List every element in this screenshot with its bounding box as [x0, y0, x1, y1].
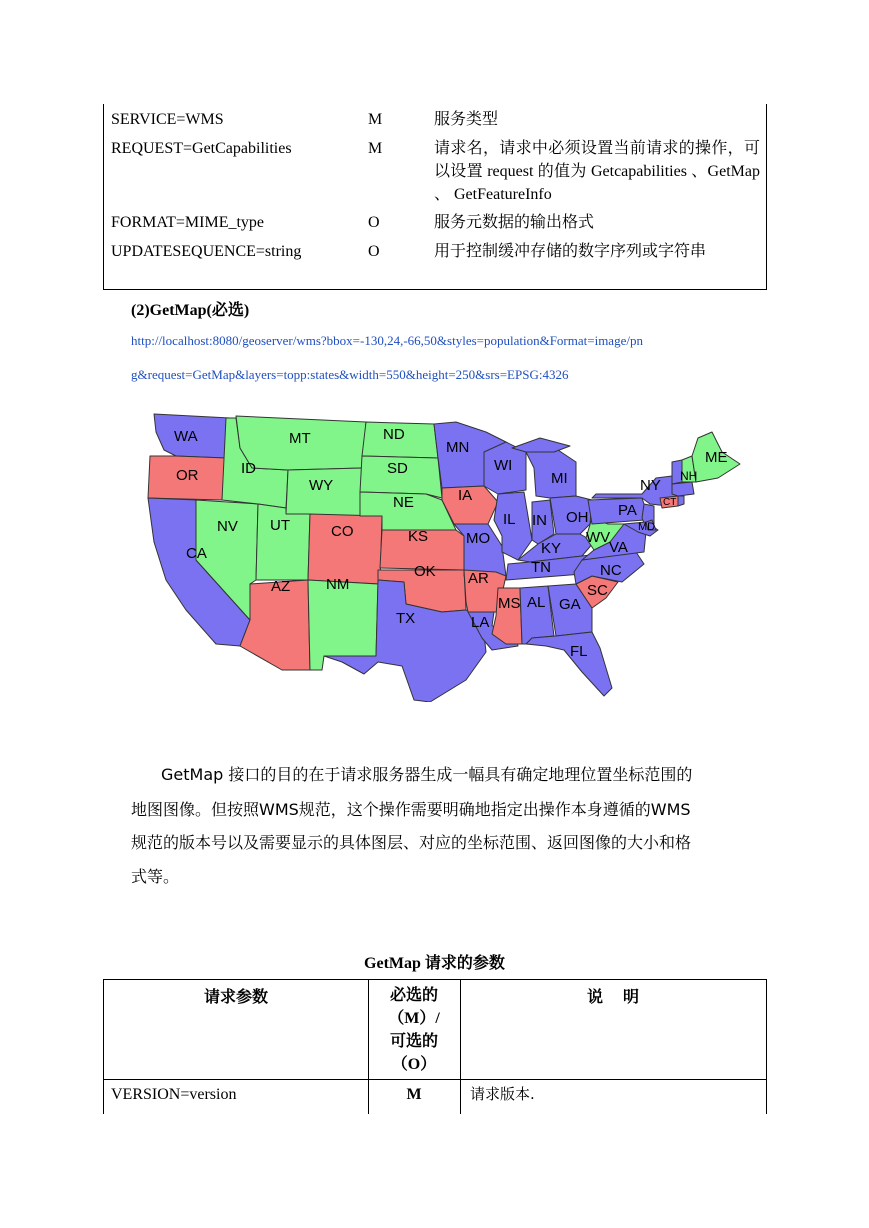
- label-sc: SC: [587, 582, 608, 599]
- paragraph-line-2: 地图图像。但按照WMS规范，这个操作需要明确地指定出操作本身遵循的WMS: [131, 800, 691, 819]
- label-ia: IA: [458, 487, 473, 504]
- label-ms: MS: [498, 595, 521, 612]
- mo-request: M: [368, 140, 383, 157]
- label-oh: OH: [566, 509, 589, 526]
- label-fl: FL: [570, 643, 588, 660]
- label-tn: TN: [531, 559, 551, 576]
- header-desc: 说 明: [586, 989, 639, 1006]
- label-ar: AR: [468, 570, 489, 587]
- label-co: CO: [331, 523, 354, 540]
- label-ga: GA: [559, 596, 581, 613]
- desc-request: 请求名，请求中必须设置当前请求的操作，可以设置 request 的值为 Getcapabilities 、GetMap 、 GetFeatureInfo: [434, 140, 760, 203]
- label-ny: NY: [640, 477, 661, 494]
- desc-service: 服务类型: [434, 111, 499, 128]
- label-ne: NE: [393, 494, 414, 511]
- desc-updatesequence: 用于控制缓冲存储的数字序列或字符串: [434, 243, 707, 260]
- state-ma: [672, 482, 694, 496]
- header-mo-2: （M）/: [388, 1010, 440, 1027]
- label-la: LA: [471, 614, 490, 631]
- paragraph-line-3: 规范的版本号以及需要显示的具体图层、对应的坐标范围、返回图像的大小和格: [131, 833, 692, 852]
- label-or: OR: [176, 467, 199, 484]
- label-ut: UT: [270, 517, 290, 534]
- label-az: AZ: [271, 578, 291, 595]
- label-ok: OK: [414, 563, 436, 580]
- state-ri: [678, 496, 684, 506]
- label-wy: WY: [309, 477, 334, 494]
- label-mt: MT: [289, 430, 311, 447]
- example-url-line-1[interactable]: http://localhost:8080/geoserver/wms?bbox=-130,24,-66,50&styles=population&Format=image/pn: [131, 333, 643, 348]
- mo-service: M: [368, 111, 383, 128]
- label-ct: CT: [663, 497, 677, 508]
- getmap-parameter-table: [103, 979, 767, 1114]
- label-wv: WV: [586, 529, 611, 546]
- capabilities-parameter-table: [103, 104, 767, 290]
- label-nd: ND: [383, 426, 405, 443]
- label-va: VA: [609, 539, 628, 556]
- label-al: AL: [527, 594, 546, 611]
- label-ca: CA: [186, 545, 207, 562]
- label-nm: NM: [326, 576, 350, 593]
- row-desc-version: 请求版本.: [470, 1085, 535, 1103]
- label-nv: NV: [217, 518, 238, 535]
- paragraph-line-1: GetMap 接口的目的在于请求服务器生成一幅具有确定地理位置坐标范围的: [161, 765, 693, 784]
- header-divider: [104, 1079, 766, 1080]
- label-ky: KY: [541, 540, 562, 557]
- label-mo: MO: [466, 530, 491, 547]
- label-ks: KS: [408, 528, 429, 545]
- label-nc: NC: [600, 562, 622, 579]
- state-mi-up: [512, 438, 570, 452]
- header-mo-1: 必选的: [389, 987, 438, 1004]
- label-me: ME: [705, 449, 728, 466]
- param-service: SERVICE=WMS: [111, 111, 224, 128]
- us-states-map: [146, 412, 746, 702]
- state-ut: [256, 504, 310, 580]
- row-param-version: VERSION=version: [111, 1086, 237, 1103]
- label-il: IL: [503, 511, 516, 528]
- header-mo-3: 可选的: [389, 1033, 438, 1050]
- paragraph-line-4: 式等。: [131, 867, 180, 886]
- section-heading: (2)GetMap(必选): [131, 302, 250, 319]
- state-fl: [526, 632, 612, 696]
- label-tx: TX: [396, 610, 416, 627]
- label-in: IN: [532, 512, 547, 529]
- header-mo-4: （O）: [391, 1056, 437, 1073]
- table-caption: GetMap 请求的参数: [364, 955, 505, 972]
- label-sd: SD: [387, 460, 408, 477]
- param-updatesequence: UPDATESEQUENCE=string: [111, 243, 302, 260]
- mo-updatesequence: O: [368, 243, 380, 260]
- param-format: FORMAT=MIME_type: [111, 214, 265, 231]
- header-param: 请求参数: [203, 989, 268, 1006]
- label-nh: NH: [680, 469, 698, 483]
- label-id: ID: [241, 460, 256, 477]
- row-mo-version: M: [406, 1086, 422, 1103]
- label-pa: PA: [618, 502, 637, 519]
- param-request: REQUEST=GetCapabilities: [111, 140, 292, 157]
- label-wa: WA: [174, 428, 198, 445]
- mo-format: O: [368, 214, 380, 231]
- desc-format: 服务元数据的输出格式: [434, 214, 595, 231]
- label-md: MD: [638, 521, 656, 533]
- label-mn: MN: [446, 439, 470, 456]
- label-mi: MI: [551, 470, 568, 487]
- label-wi: WI: [494, 457, 513, 474]
- example-url-line-2[interactable]: g&request=GetMap&layers=topp:states&width=550&height=250&srs=EPSG:4326: [131, 367, 569, 382]
